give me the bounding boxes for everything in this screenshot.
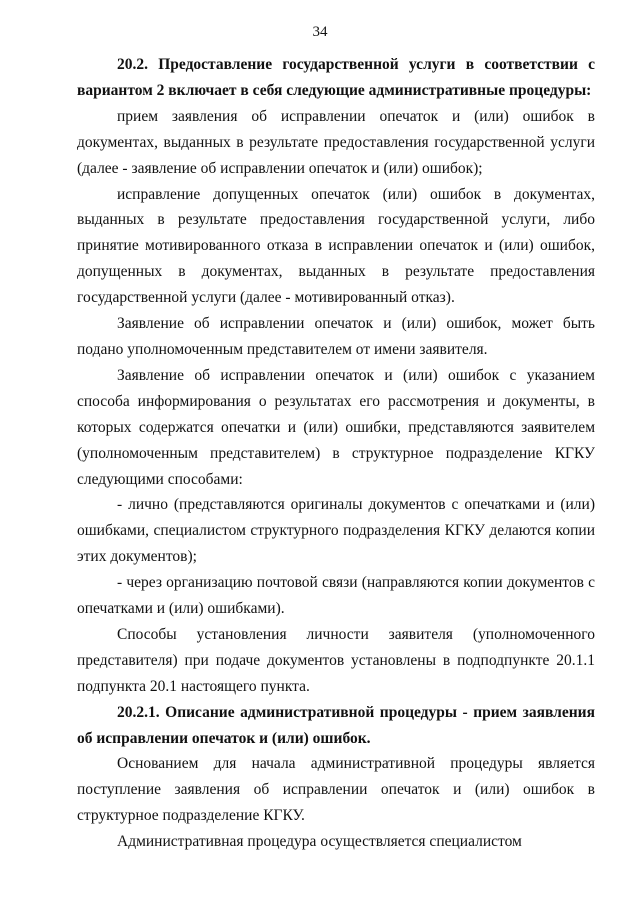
list-item-in-person: - лично (представляются оригиналы документов с опечатками и (или) ошибками, специалистом структурного подразделения КГКУ делаются копии этих документов);: [77, 496, 595, 566]
paragraph-procedure-2: исправление допущенных опечаток (или) ошибок в документах, выданных в результате предоставления государственной услуги, либо принятие мотивированного отказа в исправлении опечаток и (или) ошибок, допущенных в документах, выданных в результате предоставления государственной услуги (далее - мотивированный отказ).: [77, 185, 595, 307]
paragraph-identity-verification: Способы установления личности заявителя (уполномоченного представителя) при подаче документов установлены в подподпункте 20.1.1 подпункта 20.1 настоящего пункта.: [77, 625, 595, 695]
list-item-by-post: - через организацию почтовой связи (направляются копии документов с опечатками и (или) ошибками).: [77, 574, 595, 618]
paragraph-representative: Заявление об исправлении опечаток и (или) ошибок, может быть подано уполномоченным представителем от имени заявителя.: [77, 315, 595, 358]
paragraph-submission-methods: Заявление об исправлении опечаток и (или) ошибок с указанием способа информирования о результатах его рассмотрения и документы, в которых содержатся опечатки и (или) ошибки, представляются заявителем (уполномоченным представителем) в структурное подразделение КГКУ следующими способами:: [77, 366, 595, 488]
section-heading-20-2: 20.2. Предоставление государственной услуги в соответствии с вариантом 2 включает в себя следующие административные процедуры:: [77, 56, 595, 99]
paragraph-grounds: Основанием для начала административной процедуры является поступление заявления об исправлении опечаток и (или) ошибок в структурное подразделение КГКУ.: [77, 755, 595, 825]
page-number: 34: [312, 24, 328, 40]
document-body: [77, 52, 595, 855]
section-heading-20-2-1: 20.2.1. Описание административной процедуры - прием заявления об исправлении опечаток и (или) ошибок.: [77, 703, 595, 747]
paragraph-performer: Административная процедура осуществляется специалистом: [117, 833, 522, 851]
paragraph-procedure-1: прием заявления об исправлении опечаток и (или) ошибок в документах, выданных в результате предоставления государственной услуги (далее - заявление об исправлении опечаток и (или) ошибок);: [77, 107, 595, 177]
